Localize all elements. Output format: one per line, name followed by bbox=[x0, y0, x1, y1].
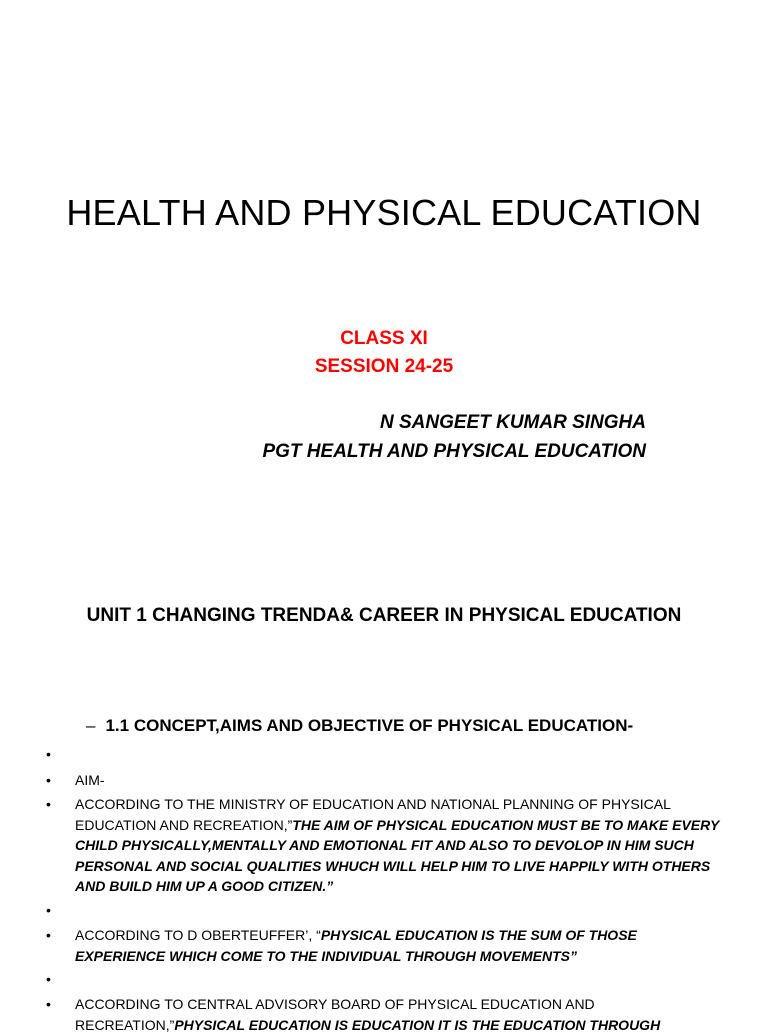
quote-source: ACCORDING TO CENTRAL ADVISORY BOARD OF PHYSICAL EDUCATION AND RECREATION,” bbox=[75, 996, 595, 1033]
bullet-marker: • bbox=[46, 746, 51, 762]
author-role: PGT HEALTH AND PHYSICAL EDUCATION bbox=[262, 441, 646, 462]
bullet-marker: • bbox=[46, 796, 51, 812]
subheading-dash: – bbox=[86, 716, 96, 735]
quote-source: ACCORDING TO D OBERTEUFFER’, “ bbox=[75, 927, 321, 943]
subheading-text: 1.1 CONCEPT,AIMS AND OBJECTIVE OF PHYSICAL EDUCATION- bbox=[105, 716, 634, 735]
list-item-central-board-quote bbox=[75, 994, 725, 1035]
quote-text: THE AIM OF PHYSICAL EDUCATION MUST BE TO MAKE EVERY CHILD PHYSICALLY,MENTALLY AND EMOTIONAL FIT AND ALSO TO DEVOLOP IN HIM SUCH PERSONAL AND SOCIAL QUALITIES WHUCH WILL HELP HIM TO LIVE HAPPILY WITH OTHERS AND BUILD HIM UP A GOOD CITIZEN.” bbox=[75, 816, 720, 894]
quote-source: ACCORDING TO THE MINISTRY OF EDUCATION AND NATIONAL PLANNING OF PHYSICAL EDUCATION AND RECREATION,” bbox=[75, 796, 671, 833]
unit-title: UNIT 1 CHANGING TRENDA& CAREER IN PHYSICAL EDUCATION bbox=[86, 605, 682, 626]
list-item-oberteuffer-quote bbox=[75, 925, 725, 966]
session-label: SESSION 24-25 bbox=[314, 356, 454, 377]
quote-text: PHYSICAL EDUCATION IS THE SUM OF THOSE EXPERIENCE WHICH COME TO THE INDIVIDUAL THROUGH MOVEMENTS” bbox=[75, 927, 637, 964]
list-item-ministry-quote bbox=[75, 794, 725, 897]
author-name: N SANGEET KUMAR SINGHA bbox=[379, 412, 646, 433]
document-title: HEALTH AND PHYSICAL EDUCATION bbox=[66, 192, 702, 233]
bullet-marker: • bbox=[46, 971, 51, 987]
bullet-marker: • bbox=[46, 902, 51, 918]
bullet-marker: • bbox=[46, 996, 51, 1012]
class-label: CLASS XI bbox=[340, 328, 428, 349]
bullet-marker: • bbox=[46, 927, 51, 943]
bullet-marker: • bbox=[46, 772, 51, 788]
list-item-aim: AIM- bbox=[75, 772, 105, 788]
quote-text: PHYSICAL EDUCATION IS EDUCATION IT IS THE EDUCATION THROUGH bbox=[174, 1016, 661, 1033]
